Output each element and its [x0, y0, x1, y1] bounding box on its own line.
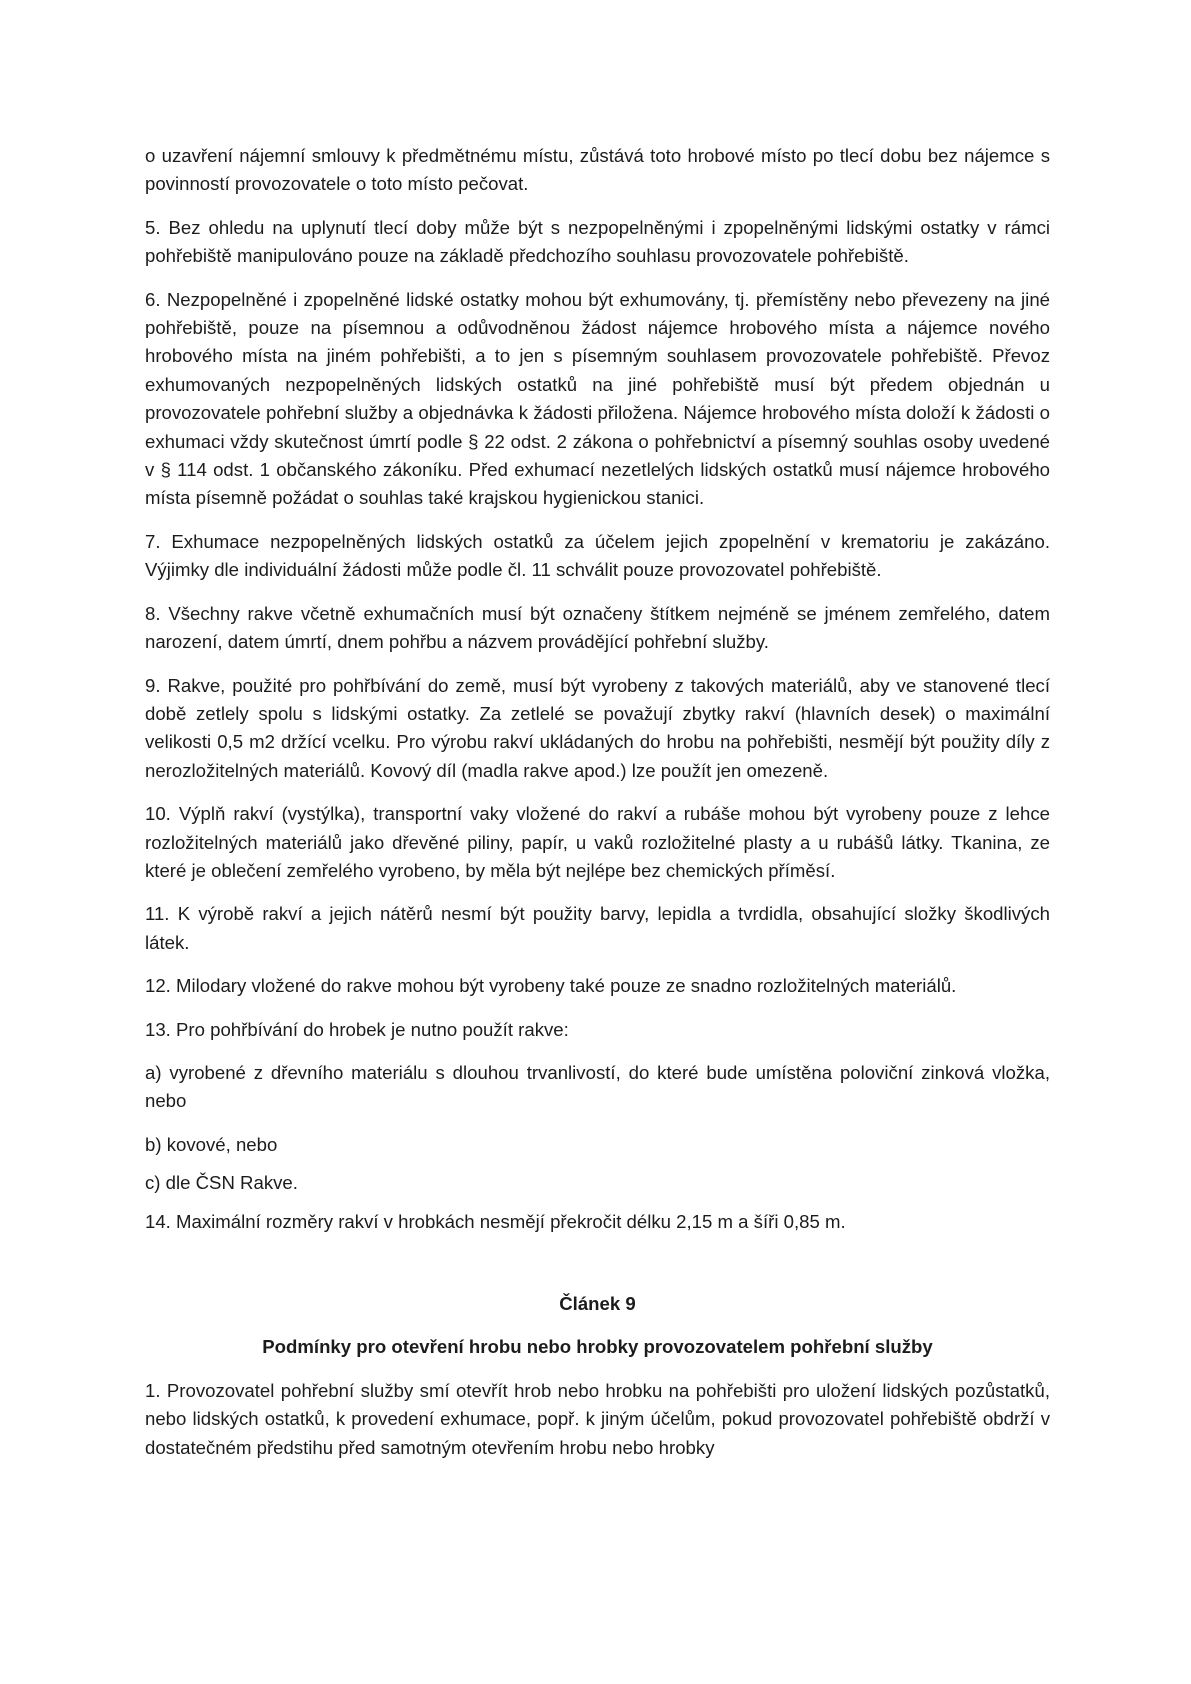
list-item-a: a) vyrobené z dřevního materiálu s dlouhou trvanlivostí, do které bude umístěna poloviční zinková vložka, nebo	[145, 1061, 1050, 1112]
paragraph-6: 6. Nezpopelněné i zpopelněné lidské ostatky mohou být exhumovány, tj. přemístěny nebo převezeny na jiné pohřebiště, pouze na písemnou a odůvodněnou žádost nájemce hrobového místa a nájemce nového hrobového místa na jiném pohřebišti, a to jen s písemným souhlasem provozovatele pohřebiště. Převoz exhumovaných nezpopelněných lidských ostatků na jiné pohřebiště musí být předem objednán u provozovatele pohřební služby a objednávka k žádosti přiložena. Nájemce hrobového místa doloží k žádosti o exhumaci vždy skutečnost úmrtí podle § 22 odst. 2 zákona o pohřebnictví a písemný souhlas osoby uvedené v § 114 odst. 1 občanského zákoníku. Před exhumací nezetlelých lidských ostatků musí nájemce hrobového místa písemně požádat o souhlas také krajskou hygienickou stanici.	[145, 288, 1050, 509]
article-paragraph-1: 1. Provozovatel pohřební služby smí otevřít hrob nebo hrobku na pohřebišti pro uložení lidských pozůstatků, nebo lidských ostatků, k provedení exhumace, popř. k jiným účelům, pokud provozovatel pohřebiště obdrží v dostatečném předstihu před samotným otevřením hrobu nebo hrobky	[145, 1379, 1050, 1458]
list-item-b: b) kovové, nebo	[145, 1133, 278, 1155]
paragraph-continuation: o uzavření nájemní smlouvy k předmětnému místu, zůstává toto hrobové místo po tlecí dobu bez nájemce s povinností provozovatele o toto místo pečovat.	[145, 145, 1050, 195]
paragraph-5: 5. Bez ohledu na uplynutí tlecí doby může být s nezpopelněnými i zpopelněnými lidskými ostatky v rámci pohřebiště manipulováno pouze na základě předchozího souhlasu provozovatele pohřebiště.	[145, 216, 1050, 267]
article-heading: Podmínky pro otevření hrobu nebo hrobky provozovatelem pohřební služby	[262, 1336, 933, 1358]
paragraph-13: 13. Pro pohřbívání do hrobek je nutno použít rakve:	[145, 1018, 569, 1040]
paragraph-7: 7. Exhumace nezpopelněných lidských ostatků za účelem jejich zpopelnění v krematoriu je zakázáno. Výjimky dle individuální žádosti může podle čl. 11 schválit pouze provozovatel pohřebiště.	[145, 530, 1050, 581]
page-content	[145, 142, 1050, 1477]
paragraph-10: 10. Výplň rakví (vystýlka), transportní vaky vložené do rakví a rubáše mohou být vyrobeny pouze z lehce rozložitelných materiálů jako dřevěné piliny, papír, u vaků rozložitelné plasty a u rubášů látky. Tkanina, ze které je oblečení zemřelého vyrobeno, by měla být nejlépe bez chemických příměsí.	[145, 803, 1050, 881]
article-title: Článek 9	[559, 1293, 636, 1314]
list-item-c: c) dle ČSN Rakve.	[145, 1172, 298, 1194]
paragraph-12: 12. Milodary vložené do rakve mohou být vyrobeny také pouze ze snadno rozložitelných materiálů.	[145, 975, 957, 997]
paragraph-8: 8. Všechny rakve včetně exhumačních musí být označeny štítkem nejméně se jménem zemřelého, datem narození, datem úmrtí, dnem pohřbu a názvem provádějící pohřební služby.	[145, 602, 1050, 653]
paragraph-9: 9. Rakve, použité pro pohřbívání do země, musí být vyrobeny z takových materiálů, aby ve stanovené tlecí době zetlely spolu s lidskými ostatky. Za zetlelé se považují zbytky rakví (hlavních desek) o maximální velikosti 0,5 m2 držící vcelku. Pro výrobu rakví ukládaných do hrobu na pohřebišti, nesmějí být použity díly z nerozložitelných materiálů. Kovový díl (madla rakve apod.) lze použít jen omezeně.	[145, 674, 1050, 781]
paragraph-11: 11. K výrobě rakví a jejich nátěrů nesmí být použity barvy, lepidla a tvrdidla, obsahující složky škodlivých látek.	[145, 903, 1050, 953]
paragraph-14: 14. Maximální rozměry rakví v hrobkách nesmějí překročit délku 2,15 m a šíři 0,85 m.	[145, 1210, 846, 1232]
